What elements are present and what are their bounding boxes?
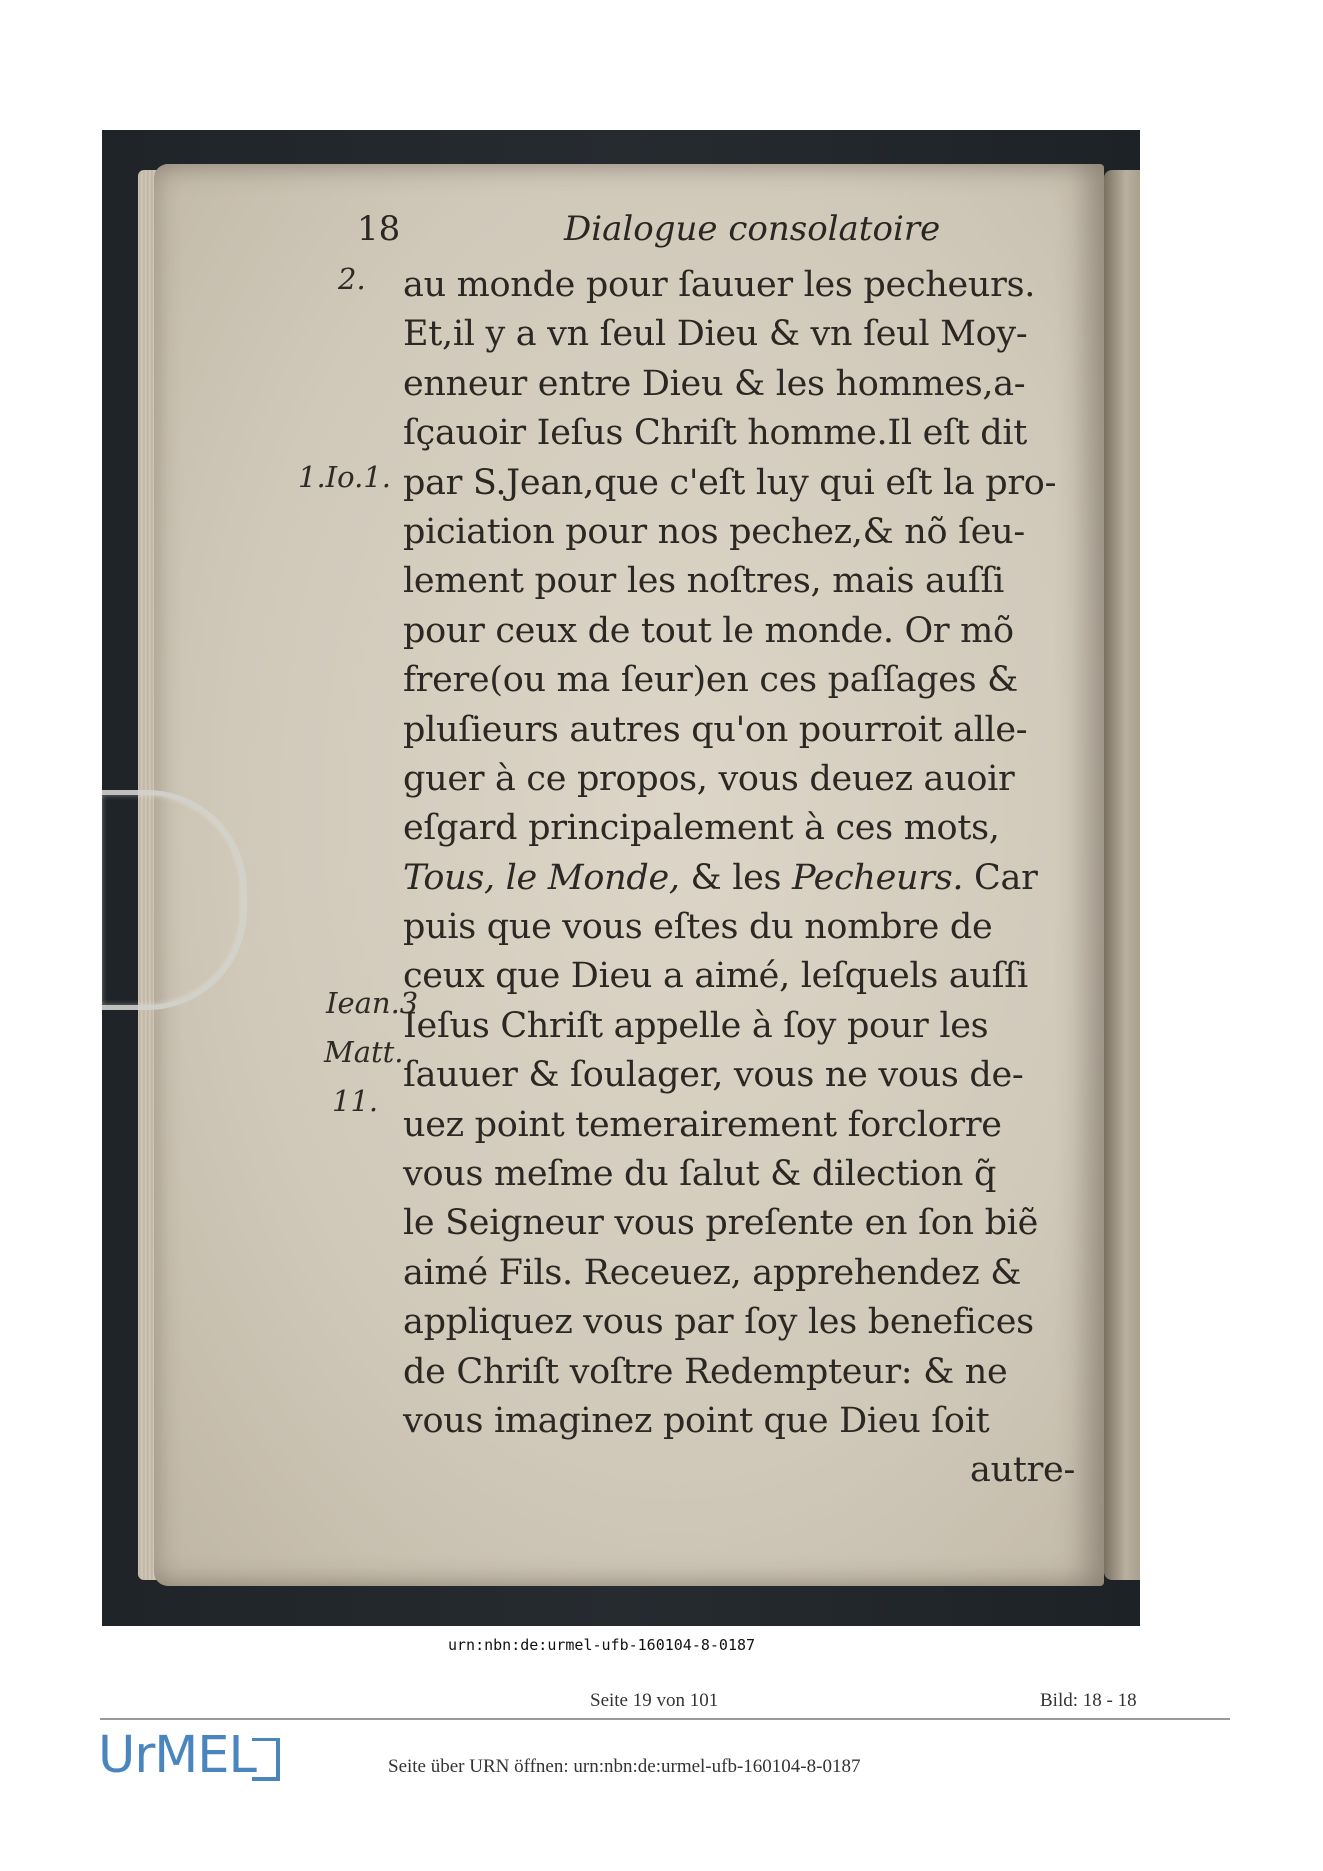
margin-note: 11. [332, 1084, 379, 1118]
text-line: Et,il y a vn ſeul Dieu & vn ſeul Moy- [403, 314, 1028, 355]
running-head [102, 209, 1140, 269]
text-line: enneur entre Dieu & les hommes,a- [403, 363, 1026, 404]
text-line: frere(ou ma ſeur)en ces paſſages & [403, 660, 1018, 701]
text-line: lement pour les noſtres, mais auſſi [403, 561, 1005, 602]
text-line: le Seigneur vous preſente en ſon biẽ [403, 1203, 1038, 1244]
text-line: de Chriſt voſtre Redempteur: & ne [403, 1351, 1008, 1392]
urn-stamp: urn:nbn:de:urmel-ufb-160104-8-0187 [448, 1636, 756, 1654]
text-line: pour ceux de tout le monde. Or mõ [403, 610, 1014, 651]
running-title: Dialogue consolatoire [564, 209, 941, 249]
text-line: vous meſme du ſalut & dilection q̃ [403, 1154, 997, 1195]
page-count: Seite 19 von 101 [590, 1690, 719, 1711]
page-text [403, 261, 1083, 1496]
margin-note: Iean.3 [326, 986, 419, 1020]
logo-wordmark: UrMEL [98, 1726, 256, 1785]
text-line: uez point temerairement forclorre [403, 1104, 1002, 1145]
page-number: 18 [357, 209, 401, 249]
urmel-logo [98, 1726, 288, 1786]
text-line: puis que vous eſtes du nombre de [403, 907, 993, 948]
text-line: appliquez vous par ſoy les benefices [403, 1302, 1034, 1343]
text-line: pluſieurs autres qu'on pourroit alle- [403, 709, 1028, 750]
italic-phrase: Tous, le Monde, [403, 857, 680, 898]
text-line: ſauuer & ſoulager, vous ne vous de- [403, 1055, 1024, 1096]
italic-phrase: Pecheurs. [792, 857, 964, 898]
text-line: ſçauoir Ieſus Chriſt homme.Il eſt dit [403, 413, 1027, 454]
urn-link[interactable]: Seite über URN öffnen: urn:nbn:de:urmel-ufb-160104-8-0187 [388, 1756, 861, 1777]
margin-note: 1.Io.1. [298, 460, 391, 494]
text-line: aimé Fils. Receuez, apprehendez & [403, 1252, 1022, 1293]
catchword: autre- [970, 1450, 1075, 1491]
scanned-book-image [102, 130, 1140, 1626]
roman-phrase: Car [963, 857, 1038, 898]
roman-phrase: & les [679, 857, 792, 898]
text-line: ceux que Dieu a aimé, leſquels auſſi [403, 956, 1028, 997]
text-line: Ieſus Chriſt appelle à ſoy pour les [403, 1005, 989, 1046]
text-line: eſgard principalement à ces mots, [403, 808, 1000, 849]
text-line: par S.Jean,que c'eſt luy qui eſt la pro- [403, 462, 1057, 503]
footer-divider [100, 1718, 1230, 1720]
margin-note: Matt. [324, 1035, 404, 1069]
text-line: vous imaginez point que Dieu ſoit [403, 1400, 990, 1441]
text-line: au monde pour ſauuer les pecheurs. [403, 265, 1036, 305]
text-line-mixed [403, 854, 1083, 903]
text-line: piciation pour nos pechez,& nõ ſeu- [403, 511, 1025, 552]
margin-note: 2. [338, 262, 366, 296]
facing-page-edge [1104, 170, 1140, 1580]
logo-bracket-icon [252, 1738, 280, 1781]
image-count: Bild: 18 - 18 [1040, 1690, 1137, 1711]
text-line: guer à ce propos, vous deuez auoir [403, 758, 1015, 799]
